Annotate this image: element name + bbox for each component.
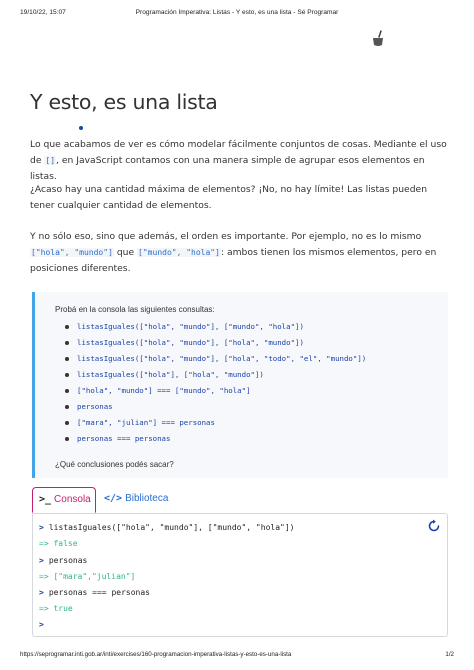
console-input-line bbox=[39, 588, 150, 597]
print-footer bbox=[20, 651, 454, 658]
example-query: listasIguales(["hola", "mundo"], ["mundo", "hola"]) bbox=[65, 322, 366, 338]
site-logo-icon[interactable] bbox=[371, 30, 385, 48]
paragraph-text: que bbox=[116, 247, 135, 258]
console-input-text: personas === personas bbox=[48, 588, 150, 597]
example-query: personas bbox=[65, 402, 366, 418]
example-query: ["hola", "mundo"] === ["mundo", "hola"] bbox=[65, 386, 366, 402]
tab-library-label: Biblioteca bbox=[125, 493, 169, 504]
example-query: ["mara", "julian"] === personas bbox=[65, 418, 366, 434]
paragraph-limit: ¿Acaso hay una cantidad máxima de elementos? ¡No, no hay límite! Las listas pueden tener cualquier cantidad de elementos. bbox=[30, 184, 428, 211]
console-input-text: listasIguales(["hola", "mundo"], ["mundo", "hola"]) bbox=[48, 523, 295, 532]
paragraph-text: Y no sólo eso, sino que además, el orden es importante. Por ejemplo, no es lo mismo bbox=[30, 231, 422, 242]
console-input-line bbox=[39, 556, 87, 565]
reset-console-icon[interactable] bbox=[427, 519, 441, 533]
console-input-text: personas bbox=[48, 556, 88, 565]
console-prompt: > bbox=[39, 556, 44, 565]
paragraph-order bbox=[30, 229, 448, 277]
inline-code: [] bbox=[45, 156, 56, 165]
console-output-line: => ["mara","julian"] bbox=[39, 572, 136, 581]
paragraph-text: : ambos tienen los mismos elementos, pero en posiciones diferentes. bbox=[30, 247, 437, 274]
code-icon: </> bbox=[104, 493, 123, 504]
print-page-number: 1/2 bbox=[445, 651, 454, 658]
inline-code: ["mundo", "hola"] bbox=[138, 248, 220, 257]
console-panel[interactable] bbox=[32, 513, 448, 637]
console-prompt: > bbox=[39, 620, 44, 629]
console-output-line: => true bbox=[39, 604, 73, 613]
example-query: listasIguales(["hola", "mundo"], ["hola", "mundo"]) bbox=[65, 338, 366, 354]
example-query: listasIguales(["hola", "mundo"], ["hola", "todo", "el", "mundo"]) bbox=[65, 354, 366, 370]
title-dot bbox=[79, 126, 83, 130]
console-prompt: > bbox=[39, 588, 44, 597]
print-date: 19/10/22, 15:07 bbox=[20, 9, 66, 16]
example-query: personas === personas bbox=[65, 434, 366, 450]
tab-console-label: Consola bbox=[54, 494, 91, 505]
inline-code: ["hola", "mundo"] bbox=[31, 248, 113, 257]
example-query-list bbox=[65, 322, 366, 450]
callout-question: ¿Qué conclusiones podés sacar? bbox=[55, 460, 174, 469]
exercise-callout bbox=[32, 292, 448, 478]
console-output-line: => false bbox=[39, 539, 78, 548]
tab-console[interactable] bbox=[32, 487, 96, 513]
paragraph-text: , en JavaScript contamos con una manera simple de agrupar esos elementos en listas. bbox=[30, 155, 425, 182]
terminal-icon: >_ bbox=[39, 494, 52, 505]
console-input-line bbox=[39, 523, 294, 532]
print-document-title: Programación Imperativa: Listas - Y esto, es una lista - Sé Programar bbox=[135, 9, 339, 16]
paragraph-intro bbox=[30, 137, 448, 185]
tab-library[interactable] bbox=[102, 487, 182, 513]
callout-intro: Probá en la consola las siguientes consultas: bbox=[55, 305, 215, 314]
console-prompt: > bbox=[39, 523, 44, 532]
print-header bbox=[20, 9, 454, 21]
print-url: https://seprogramar.inti.gob.ar/inti/exercises/160-programacion-imperativa-listas-y-esto-es-una-lista bbox=[20, 651, 292, 658]
paragraph-text: Lo que acabamos de ver es cómo modelar fácilmente conjuntos de cosas. Mediante el uso de bbox=[30, 139, 447, 166]
console-active-input[interactable] bbox=[39, 620, 49, 629]
example-query: listasIguales(["hola"], ["hola", "mundo"]) bbox=[65, 370, 366, 386]
page-title: Y esto, es una lista bbox=[30, 90, 218, 114]
